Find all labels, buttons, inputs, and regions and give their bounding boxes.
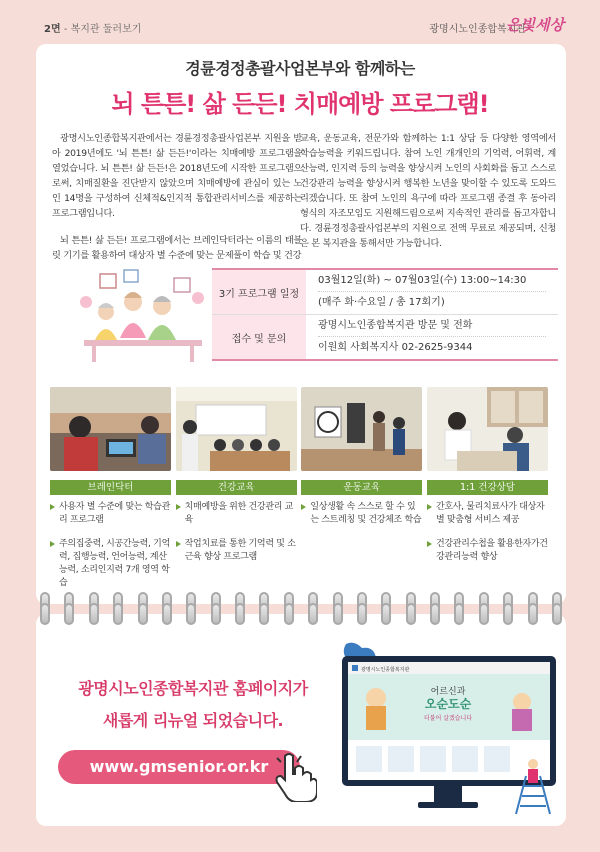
site-name: 광명시노인종합복지관 — [361, 667, 410, 673]
program-bullet: 주의집중력, 시공간능력, 기억력, 집행능력, 언어능력, 계산능력, 소리인지력 7개 영역 학습 — [50, 538, 171, 590]
binder-ring — [308, 603, 318, 625]
photo-icon — [50, 387, 171, 471]
binder-ring — [454, 603, 464, 625]
program-health-counseling — [427, 387, 548, 601]
contact-label: 접수 및 문의 — [212, 315, 306, 359]
photo-icon — [427, 387, 548, 471]
program-bullet: 작업치료를 통한 기억력 및 소근육 향상 프로그램 — [176, 538, 297, 564]
binder-ring — [406, 603, 416, 625]
pointer-hand-icon — [275, 752, 317, 802]
program-category: 1:1 건강상담 — [427, 480, 548, 495]
binder-ring — [162, 603, 172, 625]
program-brain-doctor — [50, 387, 171, 601]
hero-line: 오순도순 — [424, 697, 472, 711]
binder-rings — [40, 603, 562, 627]
article-title: 뇌 튼튼! 삶 든든! 치매예방 프로그램! — [111, 90, 489, 118]
binder-ring — [381, 603, 391, 625]
contact-person: 이원희 사회복지사 02-2625-9344 — [318, 342, 473, 353]
program-info-table — [212, 268, 558, 361]
hero-line: 더불어 살겠습니다 — [423, 715, 473, 722]
binder-ring — [552, 603, 562, 625]
contact-row — [212, 315, 558, 359]
homepage-url-button[interactable]: www.gmsenior.or.kr — [58, 750, 300, 784]
schedule-frequency: (매주 화·수요일 / 총 17회기) — [318, 297, 445, 308]
promo-line: 새롭게 리뉴얼 되었습니다. — [102, 711, 284, 730]
newsletter-logo: 은빛세상 — [506, 16, 564, 34]
program-bullet: 일상생활 속 스스로 할 수 있는 스트레칭 및 건강체조 학습 — [301, 501, 422, 527]
program-category: 건강교육 — [176, 480, 297, 495]
schedule-row — [212, 270, 558, 315]
photo-icon — [301, 387, 422, 471]
article-subtitle: 경륜경정총괄사업본부와 함께하는 — [185, 59, 415, 78]
program-bullet: 치매예방을 위한 건강관리 교육 — [176, 501, 297, 527]
schedule-label: 3기 프로그램 일정 — [212, 270, 306, 314]
program-bullet: 간호사, 물리치료사가 대상자별 맞춤형 서비스 제공 — [427, 501, 548, 527]
binder-ring — [528, 603, 538, 625]
binder-ring — [259, 603, 269, 625]
org-name: 광명시노인종합복지관 — [429, 24, 526, 35]
contact-method: 광명시노인종합복지관 방문 및 전화 — [318, 315, 546, 337]
binder-ring — [479, 603, 489, 625]
binder-ring — [40, 603, 50, 625]
paragraph: 뇌 튼튼! 삶 든든! 프로그램에서는 브레인닥터라는 이름의 태블릿 기기를 활용하여 대상자 별 수준에 맞는 문제풀이 학습 및 건강 — [52, 235, 302, 261]
program-health-education — [176, 387, 297, 601]
paragraph: 광명시노인종합복지관에서는 경륜경정총괄사업본부 지원을 받아 2019년에도 '뇌 튼튼! 삶 든든!'이라는 치매예방 프로그램을 열었습니다. 뇌 튼튼! 삶 든든!은 2018년도에 시작한 프로그램으로써, 치매질환을 진단받지 않았으며 치매예방에 관심이 있는 노인 14명을 구성하여 신체적&인지적 통합관리서비스를 제공하는 프로그램입니다. — [52, 133, 302, 219]
binder-ring — [64, 603, 74, 625]
page-header — [0, 0, 600, 44]
binder-ring — [284, 603, 294, 625]
binder-ring — [333, 603, 343, 625]
binder-ring — [503, 603, 513, 625]
website-monitor-icon — [336, 636, 560, 816]
article-column-left — [52, 131, 302, 275]
hero-line: 어르신과 — [430, 687, 466, 697]
binder-ring — [211, 603, 221, 625]
program-bullet: 사용자 별 수준에 맞는 학습관리 프로그램 — [50, 501, 171, 527]
binder-ring — [430, 603, 440, 625]
binder-ring — [186, 603, 196, 625]
photo-icon — [176, 387, 297, 471]
promo-text — [58, 673, 328, 737]
section-name: 복지관 둘러보기 — [70, 24, 142, 35]
program-category: 운동교육 — [301, 480, 422, 495]
paragraph: 교육, 운동교육, 전문가와 함께하는 1:1 상담 등 다양한 영역에서 학습능력을 키워드립니다. 참여 노인 개개인의 기억력, 어휘력, 계산능력, 인지력 등의 능력을 향상시켜 노인의 사회화를 돕고 스스로 건강관리 능력을 향상시켜 행복한 노년을 맞이할 수 있도록 도와드리겠습니다. 또 참여 노인의 욕구에 따라 프로그램 종결 후 동아리 형식의 자조모임도 지원해드림으로써 지속적인 관리를 돕고자합니다. 경륜경정총괄사업본부의 지원으로 전액 무료로 제공되며, 신청은 본 복지관을 통해서만 가능합니다. — [300, 133, 556, 249]
program-category: 브레인닥터 — [50, 480, 171, 495]
schedule-dates: 03월12일(화) ~ 07월03일(수) 13:00~14:30 — [318, 270, 546, 292]
page-label: 2면 - 복지관 둘러보기 — [44, 24, 142, 35]
promo-line: 광명시노인종합복지관 홈페이지가 — [78, 679, 308, 698]
program-bullet: 건강관리수첩을 활용한자가건강관리능력 향상 — [427, 538, 548, 564]
program-exercise-education — [301, 387, 422, 601]
page-number: 2면 — [44, 24, 61, 35]
binder-ring — [235, 603, 245, 625]
binder-ring — [113, 603, 123, 625]
binder-ring — [89, 603, 99, 625]
binder-ring — [138, 603, 148, 625]
article-column-right — [300, 131, 556, 263]
seniors-illustration-icon — [78, 268, 208, 364]
program-gallery — [50, 387, 548, 601]
binder-ring — [357, 603, 367, 625]
